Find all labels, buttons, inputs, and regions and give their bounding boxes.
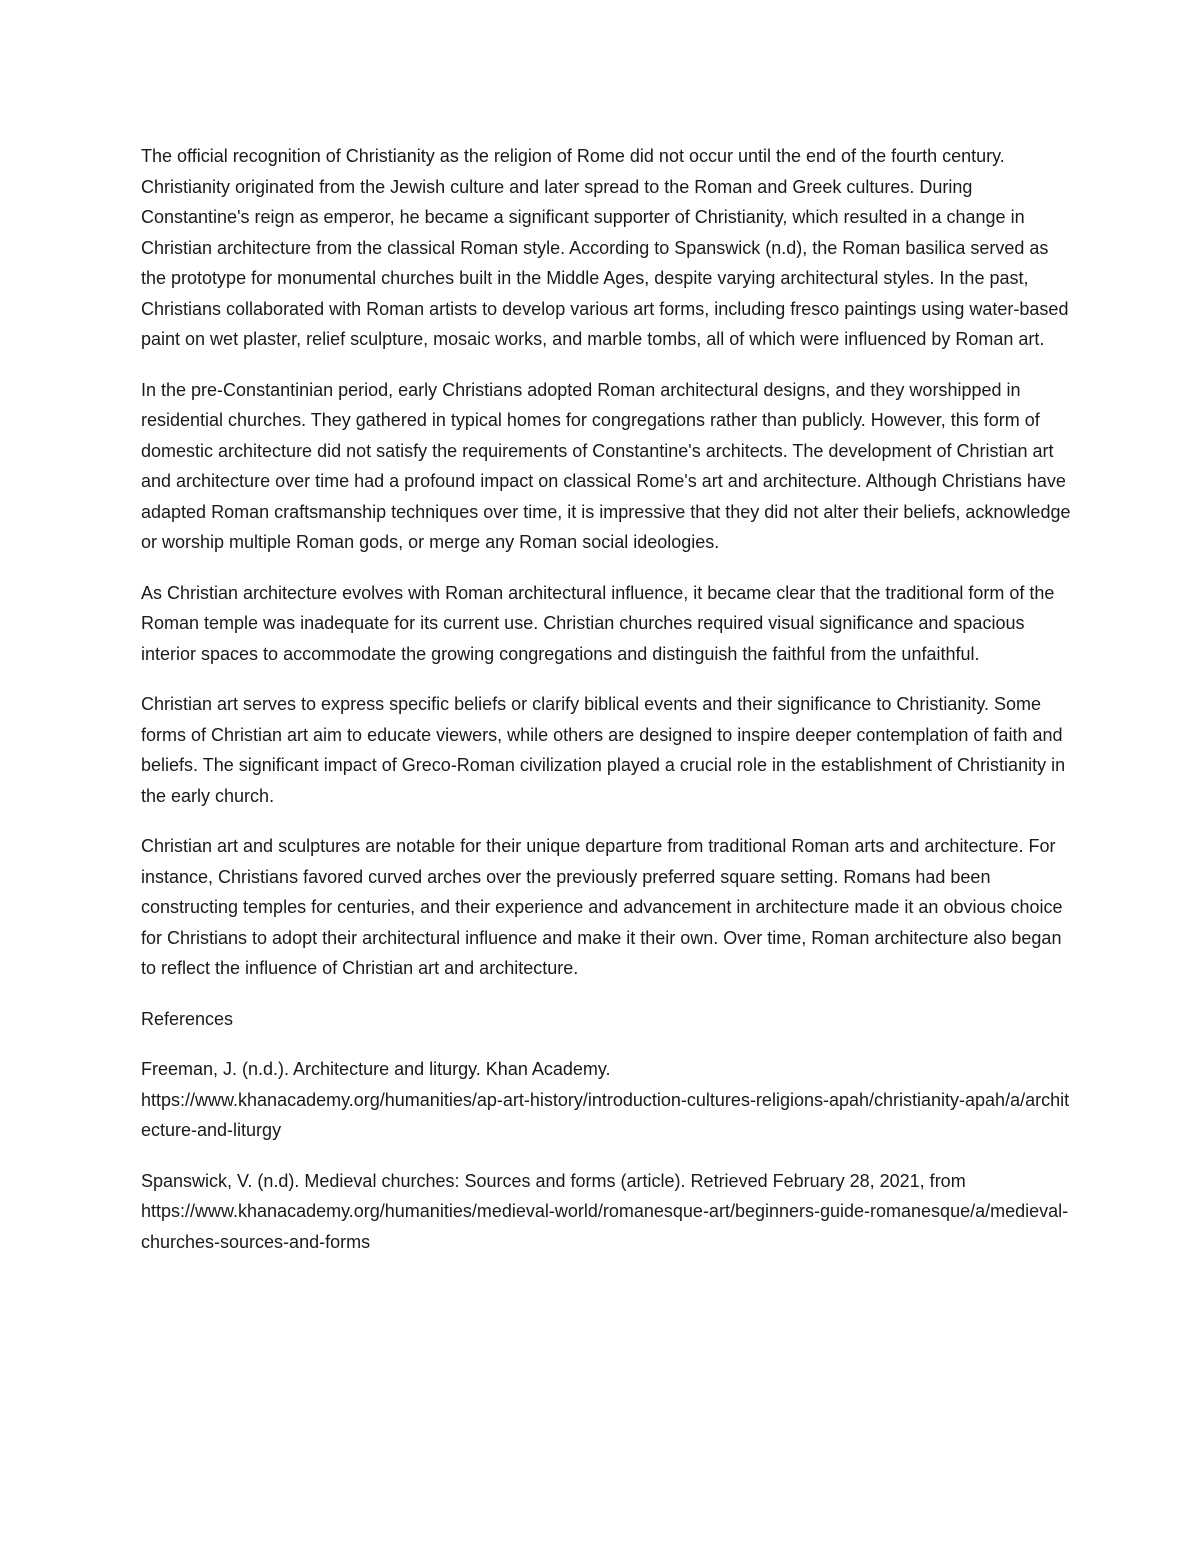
paragraph-2: In the pre-Constantinian period, early Christians adopted Roman architectural designs, and they worshipped in residential churches. They gathered in typical homes for congregations rather than publicly. However, this form of domestic architecture did not satisfy the requirements of Constantine's architects. The development of Christian art and architecture over time had a profound impact on classical Rome's art and architecture. Although Christians have adapted Roman craftsmanship techniques over time, it is impressive that they did not alter their beliefs, acknowledge or worship multiple Roman gods, or merge any Roman social ideologies. [141, 379, 1071, 552]
paragraph-5: Christian art and sculptures are notable for their unique departure from traditional Roman arts and architecture. For instance, Christians favored curved arches over the previously preferred square setting. Romans had been constructing temples for centuries, and their experience and advancement in architecture made it an obvious choice for Christians to adopt their architectural influence and make it their own. Over time, Roman architecture also began to reflect the influence of Christian art and architecture. [141, 836, 1063, 978]
reference-spanswick-url[interactable]: https://www.khanacademy.org/humanities/medieval-world/romanesque-art/beginners-guide-romanesque/a/medieval-churches-sources-and-forms [141, 1201, 1069, 1252]
references-heading: References [141, 1008, 234, 1029]
paragraph-4: Christian art serves to express specific beliefs or clarify biblical events and their significance to Christianity. Some forms of Christian art aim to educate viewers, while others are designed to inspire deeper contemplation of faith and beliefs. The significant impact of Greco-Roman civilization played a crucial role in the establishment of Christianity in the early church. [141, 694, 1066, 806]
document-page [141, 141, 1071, 1277]
reference-spanswick-citation: Spanswick, V. (n.d). Medieval churches: Sources and forms (article). Retrieved February 28, 2021, from [141, 1170, 966, 1191]
reference-freeman-citation: Freeman, J. (n.d.). Architecture and liturgy. Khan Academy. [141, 1059, 611, 1079]
paragraph-1: The official recognition of Christianity as the religion of Rome did not occur until the end of the fourth century. Christianity originated from the Jewish culture and later spread to the Roman and Greek cultures. During Constantine's reign as emperor, he became a significant supporter of Christianity, which resulted in a change in Christian architecture from the classical Roman style. According to Spanswick (n.d), the Roman basilica served as the prototype for monumental churches built in the Middle Ages, despite varying architectural styles. In the past, Christians collaborated with Roman artists to develop various art forms, including fresco paintings using water-based paint on wet plaster, relief sculpture, mosaic works, and marble tombs, all of which were influenced by Roman art. [141, 146, 1069, 349]
reference-freeman [141, 1054, 1071, 1146]
reference-spanswick [141, 1166, 1071, 1258]
paragraph-3: As Christian architecture evolves with Roman architectural influence, it became clear that the traditional form of the Roman temple was inadequate for its current use. Christian churches required visual significance and spacious interior spaces to accommodate the growing congregations and distinguish the faithful from the unfaithful. [141, 582, 1055, 664]
reference-freeman-url[interactable]: https://www.khanacademy.org/humanities/ap-art-history/introduction-cultures-religions-apah/christianity-apah/a/architecture-and-liturgy [141, 1089, 1070, 1140]
